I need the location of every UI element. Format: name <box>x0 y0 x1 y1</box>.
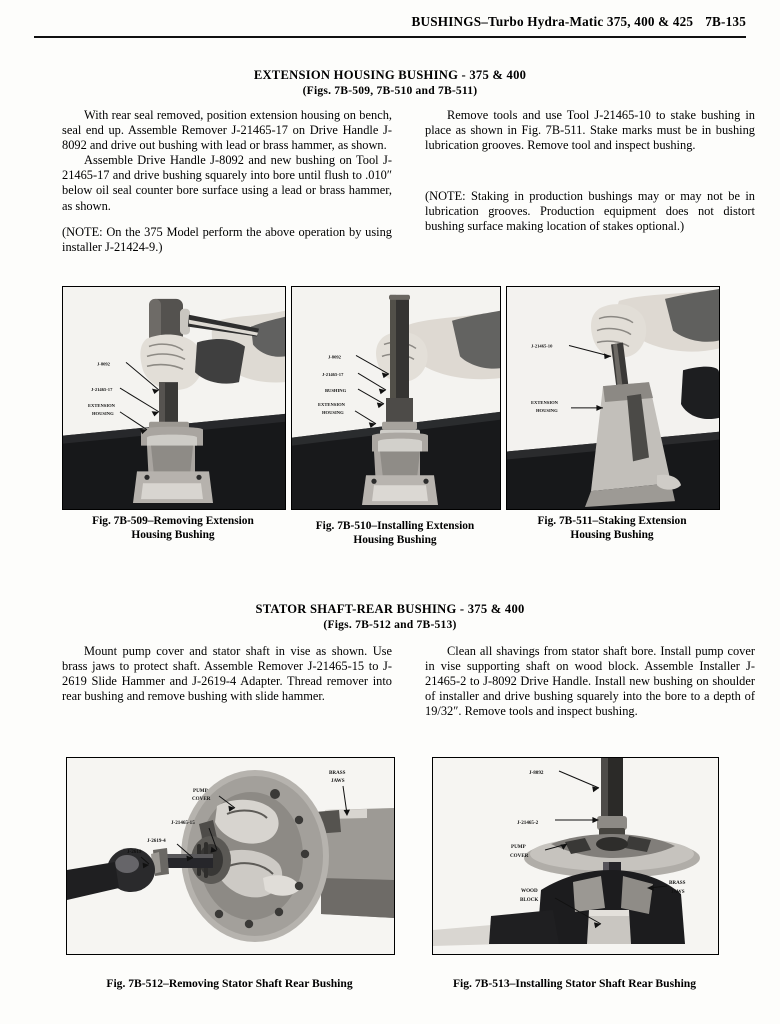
fig-7b-509-photo <box>62 286 286 510</box>
section-1-left-column <box>62 108 392 255</box>
callout-cover: COVER <box>192 796 211 802</box>
callout-extension: EXTENSION <box>531 399 559 405</box>
fig-7b-510-caption <box>291 519 499 547</box>
section-2-title: STATOR SHAFT-REAR BUSHING - 375 & 400 <box>255 602 525 616</box>
fig-7b-511-caption <box>506 514 718 542</box>
s1-left-note: (NOTE: On the 375 Model perform the above operation by using installer J-21424-9.) <box>62 224 392 254</box>
callout-j-8092: J-8092 <box>529 770 544 776</box>
callout-block: BLOCK <box>520 897 539 903</box>
callout-j-21465-10: J-21465-10 <box>531 343 553 349</box>
callout-wood: WOOD <box>521 888 538 894</box>
callout-bushing: BUSHING <box>325 388 347 394</box>
callout-j-8092: J-8092 <box>328 354 341 360</box>
caption-line-2: Housing Bushing <box>131 529 215 541</box>
caption-line-1: Fig. 7B-509–Removing Extension <box>92 515 254 527</box>
callout-pump: PUMP <box>511 844 526 850</box>
fig-7b-512-photo <box>66 757 395 955</box>
fig-7b-511-photo <box>506 286 720 510</box>
running-head-title: BUSHINGS–Turbo Hydra-Matic 375, 400 & 425 <box>411 14 694 29</box>
header-rule <box>34 36 746 38</box>
callout-j-2619: J-2619 <box>127 849 142 855</box>
callout-cover: COVER <box>510 853 529 859</box>
callout-extension: EXTENSION <box>88 402 116 408</box>
caption-line-2: Housing Bushing <box>353 534 437 546</box>
callout-brass: BRASS <box>329 770 346 776</box>
page-number: 7B-135 <box>705 14 746 29</box>
callout-j-21465-17: J-21465-17 <box>91 387 113 393</box>
callout-j-2619-4: J-2619-4 <box>147 838 166 844</box>
callout-extension: EXTENSION <box>318 401 346 407</box>
caption-line-1: Fig. 7B-510–Installing Extension <box>315 520 475 532</box>
callout-jaws: JAWS <box>331 778 345 784</box>
fig-7b-513-photo <box>432 757 719 955</box>
s1-left-p1: With rear seal removed, position extension housing on bench, seal end up. Assemble Remover J-21465-17 on Drive Handle J-8092 and drive out bushing with lead or brass hammer, as shown. <box>62 108 392 153</box>
caption-line-2: Housing Bushing <box>570 529 654 541</box>
fig-7b-513-caption: Fig. 7B-513–Installing Stator Shaft Rear Bushing <box>452 977 697 990</box>
caption-line-1: Fig. 7B-511–Staking Extension <box>537 515 687 527</box>
fig-7b-510-photo <box>291 286 501 510</box>
s1-left-p2: Assemble Drive Handle J-8092 and new bushing on Tool J-21465-17 and drive bushing squarely into bore until flush to .010″ below oil seal counter bore surface using a lead or brass hammer, as shown. <box>62 153 392 213</box>
s2-left-p1: Mount pump cover and stator shaft in vise as shown. Use brass jaws to protect shaft. Assemble Remover J-21465-15 to J-2619 Slide Hammer and J-2619-4 Adapter. Thread remover into rear bushing and remove bushing with slide hammer. <box>62 644 392 704</box>
s2-right-p1: Clean all shavings from stator shaft bore. Install pump cover in vise supporting shaft on wood block. Assemble Installer J-21465-2 to J-8092 Drive Handle. Install new bushing on shoulder of installer and drive bushing squarely into the bore to a depth of 19/32″. Remove tools and inspect bushing. <box>425 644 755 719</box>
section-1-subtitle: (Figs. 7B-509, 7B-510 and 7B-511) <box>302 84 478 97</box>
callout-housing: HOUSING <box>536 407 558 413</box>
callout-brass: BRASS <box>669 880 686 886</box>
section-2-right-column <box>425 644 755 719</box>
callout-j-21465-15: J-21465-15 <box>171 820 195 826</box>
fig-7b-512-caption: Fig. 7B-512–Removing Stator Shaft Rear Bushing <box>106 977 353 990</box>
callout-pump: PUMP <box>193 788 208 794</box>
callout-housing: HOUSING <box>92 410 114 416</box>
fig-7b-509-caption <box>62 514 284 542</box>
s1-right-p1: Remove tools and use Tool J-21465-10 to stake bushing in place as shown in Fig. 7B-511. Stake marks must be in bushing lubrication grooves. Remove tool and inspect bushing. <box>425 108 755 153</box>
section-2-subtitle: (Figs. 7B-512 and 7B-513) <box>323 618 457 631</box>
figure-strip-top <box>62 286 718 510</box>
callout-j-21465-2: J-21465-2 <box>517 820 539 826</box>
callout-housing: HOUSING <box>322 409 344 415</box>
section-2-left-column <box>62 644 392 704</box>
section-1-right-column <box>425 108 755 235</box>
section-1-title: EXTENSION HOUSING BUSHING - 375 & 400 <box>253 68 527 82</box>
callout-j-8092: J-8092 <box>97 361 110 367</box>
callout-jaws: JAWS <box>671 889 685 895</box>
s1-right-note: (NOTE: Staking in production bushings may or may not be in lubrication grooves. Production equipment does not distort bushing surface making location of stakes optional.) <box>425 189 755 234</box>
callout-j-21465-17: J-21465-17 <box>322 372 344 378</box>
running-head <box>0 14 780 30</box>
